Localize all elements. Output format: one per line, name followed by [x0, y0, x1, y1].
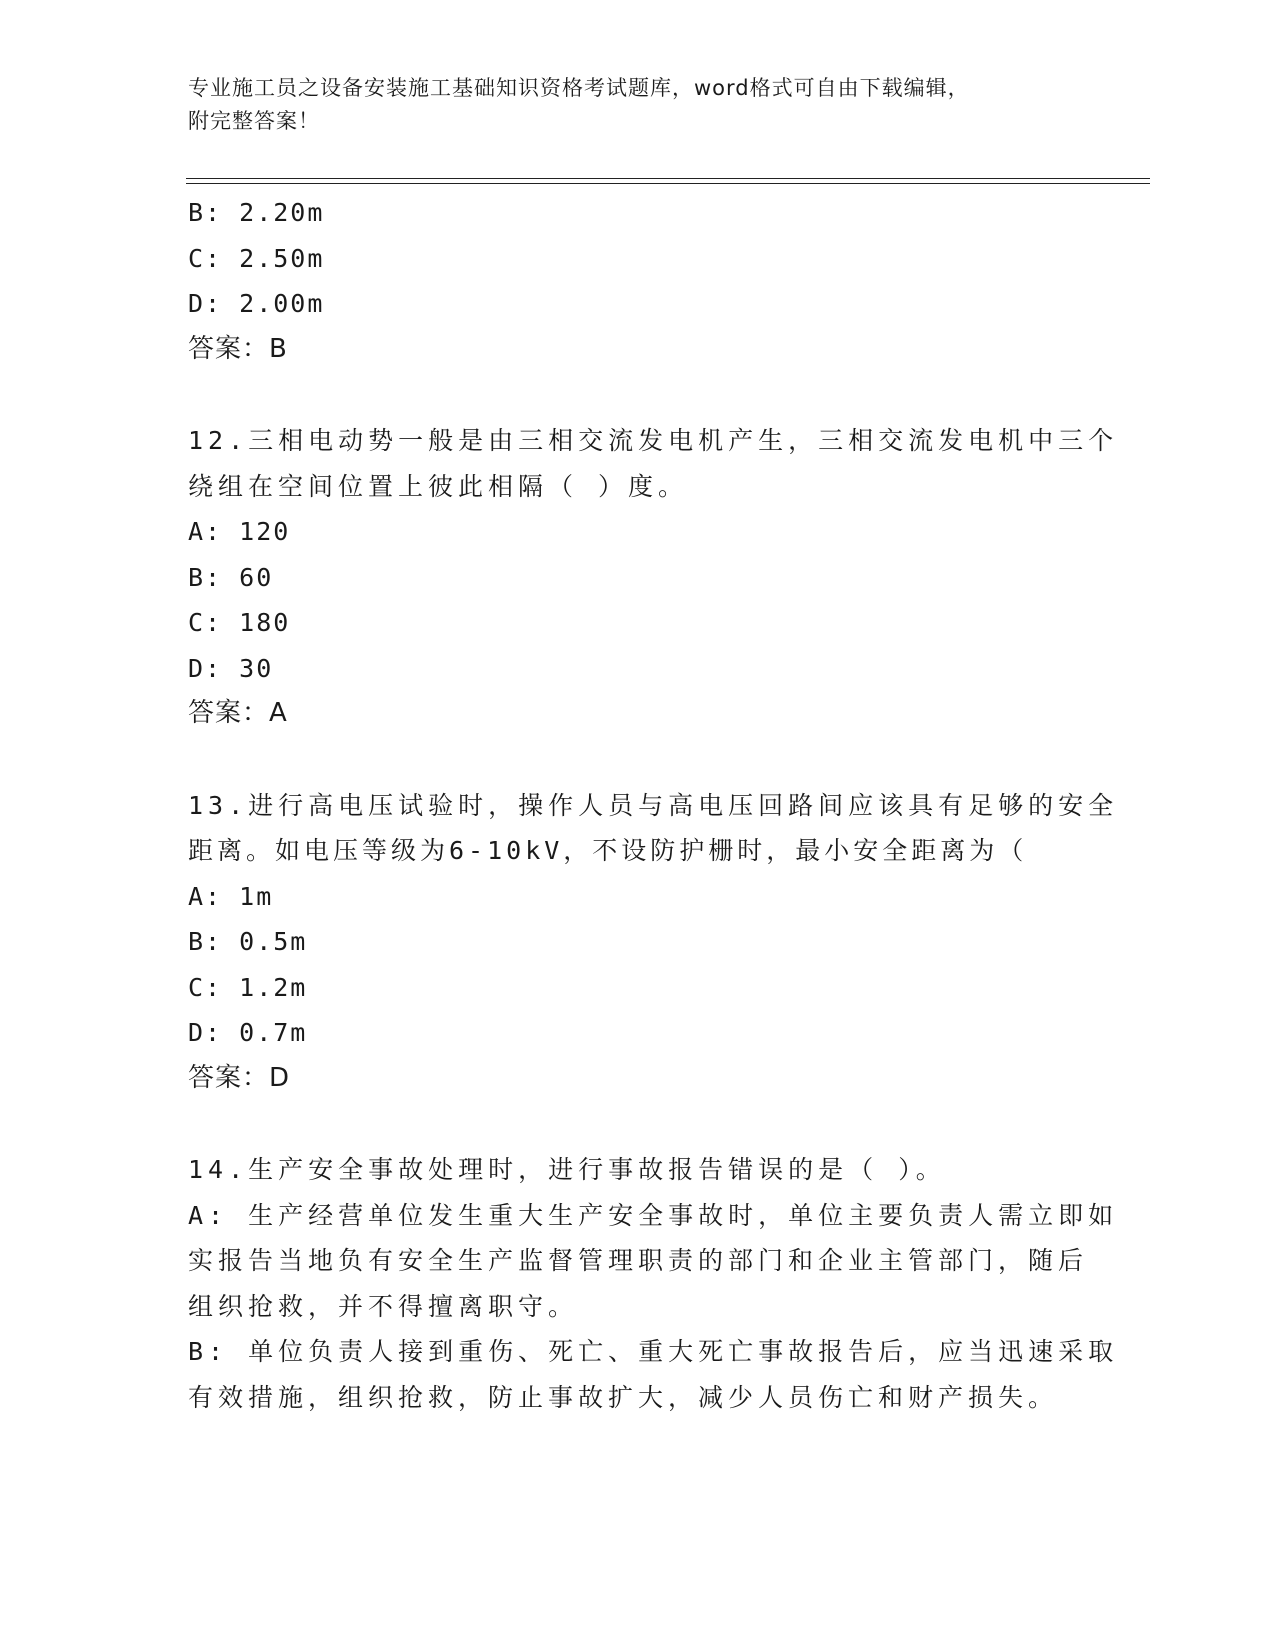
- option-a: A: 120: [188, 517, 291, 546]
- option-d: D: 0.7m: [188, 1018, 308, 1047]
- option-d: D: 2.00m: [188, 289, 325, 318]
- answer-label: 答案：B: [188, 333, 288, 364]
- question-13: [188, 783, 1119, 1102]
- header-divider-bottom: [186, 183, 1150, 184]
- question-12: [188, 418, 1119, 737]
- option-a-line-3: 组织抢救，并不得擅离职守。: [188, 1291, 579, 1321]
- option-a-line-2: 实报告当地负有安全生产监督管理职责的部门和企业主管部门，随后: [188, 1246, 1089, 1275]
- answer-label: 答案：A: [188, 698, 288, 728]
- question-stem-line-1: 12.三相电动势一般是由三相交流发电机产生，三相交流发电机中三个: [188, 426, 1119, 455]
- question-stem-line-1: 13.进行高电压试验时，操作人员与高电压回路间应该具有足够的安全: [188, 790, 1119, 820]
- answer-label: 答案：D: [188, 1062, 291, 1093]
- question-11: [188, 190, 1088, 372]
- option-c: C: 1.2m: [188, 972, 308, 1002]
- option-b: B: 2.20m: [188, 198, 325, 227]
- option-d: D: 30: [188, 653, 274, 683]
- option-a: A: 1m: [188, 881, 274, 911]
- question-list: [188, 190, 1119, 1420]
- option-b: B: 60: [188, 562, 274, 592]
- option-c: C: 180: [188, 608, 291, 637]
- option-c: C: 2.50m: [188, 243, 325, 273]
- header-divider-top: [186, 178, 1150, 179]
- option-b-line-1: B: 单位负责人接到重伤、死亡、重大死亡事故报告后，应当迅速采取: [188, 1337, 1119, 1366]
- option-a-line-1: A: 生产经营单位发生重大生产安全事故时，单位主要负责人需立即如: [188, 1200, 1119, 1230]
- header-title-line-1: 专业施工员之设备安装施工基础知识资格考试题库，word格式可自由下载编辑，: [188, 76, 970, 100]
- header-title-line-2: 附完整答案！: [188, 109, 320, 133]
- document-header: [188, 72, 1088, 138]
- question-stem-line-2: 绕组在空间位置上彼此相隔（ ）度。: [188, 471, 689, 501]
- question-14: [188, 1147, 1119, 1420]
- option-b: B: 0.5m: [188, 927, 308, 956]
- question-stem-line-2: 距离。如电压等级为6-10kV，不设防护栅时，最小安全距离为（: [188, 836, 1028, 865]
- question-stem: 14.生产安全事故处理时，进行事故报告错误的是（ ）。: [188, 1155, 946, 1184]
- option-b-line-2: 有效措施，组织抢救，防止事故扩大，减少人员伤亡和财产损失。: [188, 1382, 1059, 1412]
